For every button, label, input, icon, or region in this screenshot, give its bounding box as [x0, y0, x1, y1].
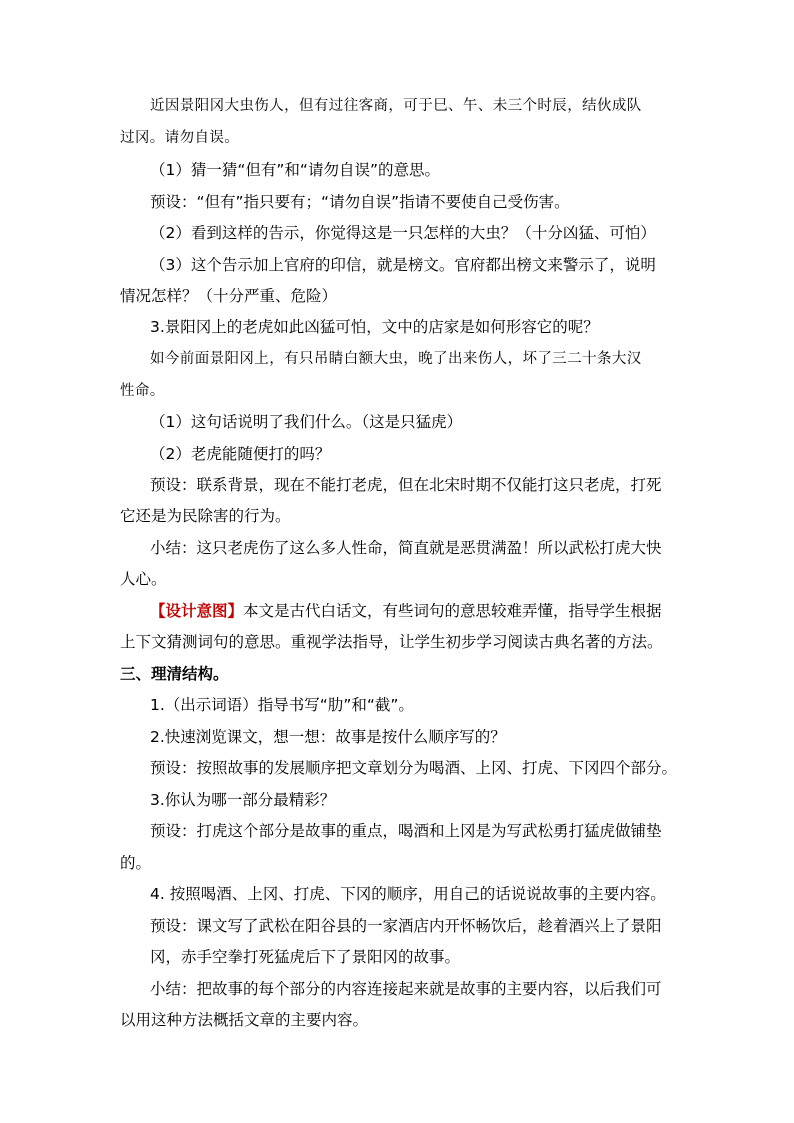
item-3-heading: 3.景阳冈上的老虎如此凶猛可怕，文中的店家是如何形容它的呢？	[150, 318, 599, 336]
notice-quote-line-2: 过冈。请勿自误。	[120, 130, 240, 146]
preset-content: 预设：课文写了武松在阳谷县的一家酒店内开怀畅饮后，趁着酒兴上了景阳	[150, 917, 662, 935]
question-2-b: （2）老虎能随便打的吗？	[150, 445, 331, 463]
design-intent	[150, 601, 662, 621]
item-4: 4. 按照喝酒、上冈、打虎、下冈的顺序，用自己的话说说故事的主要内容。	[150, 885, 666, 903]
question-3-cont: 情况怎样？（十分严重、危险）	[120, 287, 338, 305]
item-3: 3.你认为哪一部分最精彩？	[150, 791, 336, 809]
design-intent-label: 【设计意图】	[150, 602, 244, 620]
question-2: （2）看到这样的告示，你觉得这是一只怎样的大虫？（十分凶猛、可怕）	[150, 224, 656, 242]
preset-content-cont: 冈，赤手空拳打死猛虎后下了景阳冈的故事。	[150, 948, 461, 966]
innkeeper-quote-line-2: 性命。	[120, 383, 165, 399]
summary-1: 小结：这只老虎伤了这么多人性命，简直就是恶贯满盈！所以武松打虎大快	[150, 539, 662, 557]
question-1-b: （1）这句话说明了我们什么。（这是只猛虎）	[150, 413, 463, 431]
summary-2-cont: 以用这种方法概括文章的主要内容。	[120, 1011, 369, 1029]
preset-highlight: 预设：打虎这个部分是故事的重点，喝酒和上冈是为写武松勇打猛虎做铺垫	[150, 822, 662, 840]
preset-highlight-cont: 的。	[120, 854, 152, 872]
summary-2: 小结：把故事的每个部分的内容连接起来就是故事的主要内容，以后我们可	[150, 980, 662, 998]
summary-1-cont: 人心。	[120, 570, 167, 588]
notice-quote-line-1: 近因景阳冈大虫伤人，但有过往客商，可于巳、午、未三个时辰，结伙成队	[150, 98, 642, 114]
preset-background: 预设：联系背景，现在不能打老虎，但在北宋时期不仅能打这只老虎，打死	[150, 476, 662, 494]
preset-answer: 预设：“但有”指只要有；“请勿自误”指请不要使自己受伤害。	[150, 193, 570, 211]
item-2: 2.快速浏览课文，想一想：故事是按什么顺序写的？	[150, 728, 506, 746]
preset-background-cont: 它还是为民除害的行为。	[120, 507, 291, 525]
design-intent-text: 本文是古代白话文，有些词句的意思较难弄懂，指导学生根据	[243, 602, 662, 620]
item-1: 1.（出示词语）指导书写“肋”和“截”。	[150, 696, 414, 714]
innkeeper-quote-line-1: 如今前面景阳冈上，有只吊睛白额大虫，晚了出来伤人，坏了三二十条大汉	[150, 351, 642, 367]
preset-order: 预设：按照故事的发展顺序把文章划分为喝酒、上冈、打虎、下冈四个部分。	[150, 759, 678, 777]
question-3: （3）这个告示加上官府的印信，就是榜文。官府都出榜文来警示了，说明	[150, 256, 656, 274]
design-intent-cont: 上下文猜测词句的意思。重视学法指导，让学生初步学习阅读古典名著的方法。	[120, 633, 663, 651]
section-heading: 三、理清结构。	[120, 665, 229, 683]
question-1: （1）猜一猜“但有”和“请勿自误”的意思。	[150, 161, 440, 179]
